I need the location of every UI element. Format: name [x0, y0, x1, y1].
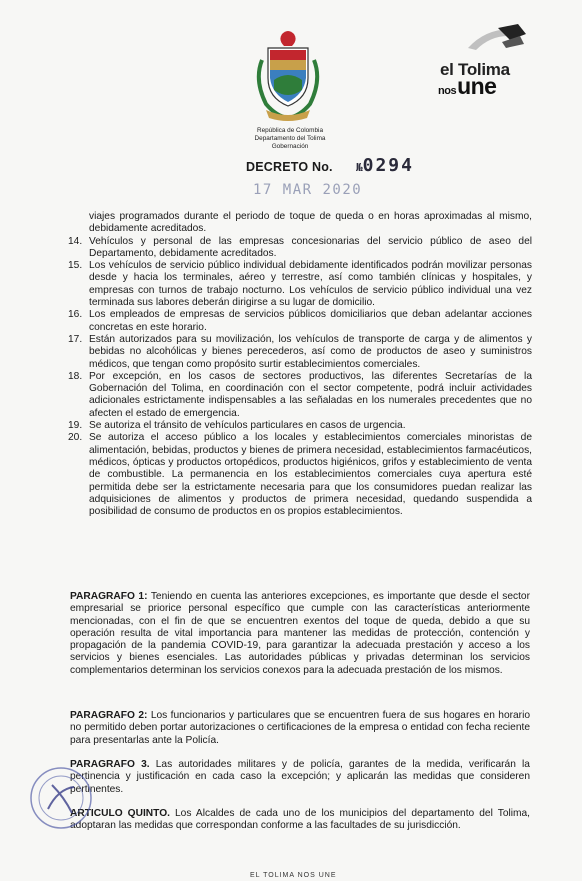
list-item-number: 16. [68, 309, 83, 321]
list-item-text: viajes programados durante el periodo de toque de queda o en horas aproximadas al mismo, debidamente acreditados. [89, 211, 532, 235]
list-item [64, 309, 532, 334]
article-fifth: ARTICULO QUINTO. Los Alcaldes de cada uno de los municipios del departamento del Tolima, adoptaran las medidas que correspondan conforme a las facultades de su jurisdicción. [70, 808, 530, 832]
date-stamp: 17 MAR 2020 [253, 182, 363, 198]
list-item [64, 334, 532, 371]
list-item [64, 420, 532, 432]
brand-mark-icon [458, 24, 553, 58]
header-office: Gobernación [271, 143, 309, 150]
list-item [64, 260, 532, 309]
brand-line-2: nosune [438, 73, 497, 99]
list-item-text: Los empleados de empresas de servicios públicos domiciliarios que deban adelantar acciones concretas en este horario. [89, 309, 532, 333]
list-item-text: Se autoriza el tránsito de vehículos particulares en casos de urgencia. [89, 420, 406, 432]
list-item [64, 371, 532, 420]
list-item-number: 14. [68, 235, 83, 247]
list-item-number: 19. [68, 420, 83, 432]
list-item [64, 236, 532, 261]
list-item-number: 15. [68, 260, 83, 272]
tolima-coat-of-arms [252, 30, 324, 124]
list-item-number: 18. [68, 370, 83, 382]
decree-label: DECRETO No. [246, 160, 333, 174]
list-item-text: Se autoriza el acceso público a los locales y establecimientos comerciales minoristas de alimentación, bebidas, productos y bienes de primera necesidad, establecimientos farmacéuticos, médicos, ópticas y productos ortopédicos, productos higiénicos, grifos y establecimiento de venta de combustible. La permanencia en los establecimientos comerciales cuya apertura esté permitida debe ser la estrictamente necesaria para que los consumidores puedan realizar las adquisiciones de alimentos y productos de primera necesidad, quedando suspendida a posibilidad de consumo de productos en os propios establecimientos. [89, 432, 532, 518]
header-country: República de Colombia [256, 127, 324, 134]
official-seal-stamp [28, 765, 94, 831]
paragraph-2: PARAGRAFO 2: Los funcionarios y particulares que se encuentren fuera de sus hogares en horario no permitido deben portar autorizaciones o certificaciones de la empresa o entidad con fecha reciente para presentarlas ante la Policía. [70, 710, 530, 746]
list-item [64, 211, 532, 236]
brand-line-1: el Tolima [440, 60, 510, 79]
paragraph-1: PARAGRAFO 1: Teniendo en cuenta las anteriores excepciones, es importante que desde el sector empresarial se priorice personal específico que cumple con las características anteriormente mencionadas, con el fin de que se encuentren exentos del toque de queda, debido a que su operación resulta de vital importancia para mantener las medidas de protección, contención y propagación de la pandemia COVID-19, para garantizar la adecuada prestación y acceso a los servicios y bienes esenciales. Las autoridades públicas y privadas determinan los servicios complementarios determinan los servicios conexos para la adecuada prestación de los mismos. [70, 591, 530, 676]
list-item-text: Vehículos y personal de las empresas concesionarias del servicio público de aseo del Departamento, debidamente acreditados. [89, 235, 532, 259]
exceptions-list [64, 211, 532, 518]
list-item-text: Por excepción, en los casos de sectores productivos, las diferentes Secretarías de la Gobernación del Tolima, en coordinación con el sector competente, podrá incluir actividades adicionales estrictamente indispensables a las señaladas en los numerales precedentes que no afecten el estado de emergencia. [89, 370, 532, 419]
tolima-nos-une-logo [438, 24, 533, 99]
list-item [64, 432, 532, 518]
paragraph-3: PARAGRAFO 3. Las autoridades militares y de policía, garantes de la medida, verificarán la pertinencia y justificación en cada caso la excepción; y aplicarán las medidas que consideren pertinentes. [70, 759, 530, 795]
list-item-number: 20. [68, 432, 83, 444]
list-item-text: Están autorizados para su movilización, los vehículos de transporte de carga y de alimentos y bebidas no alcohólicas y bienes perecederos, así como de productos de aseo y suministros médicos, que tengan como propósito surtir establecimientos comerciales. [89, 333, 532, 370]
list-item-number: 17. [68, 333, 83, 345]
decree-number: №0294 [356, 155, 414, 176]
list-item-text: Los vehículos de servicio público individual debidamente identificados podrán movilizar personas desde y hacia los terminales, aéreo y terrestre, así como también clínicas y hospitales, y empresas con turnos de trabajo nocturno. Los vehículos de servicio público individual una vez terminada sus labores deberán dirigirse a su lugar de domicilio. [89, 260, 532, 309]
header-department: Departamento del Tolima [254, 135, 326, 142]
footer-slogan: EL TOLIMA NOS UNE [250, 872, 337, 879]
